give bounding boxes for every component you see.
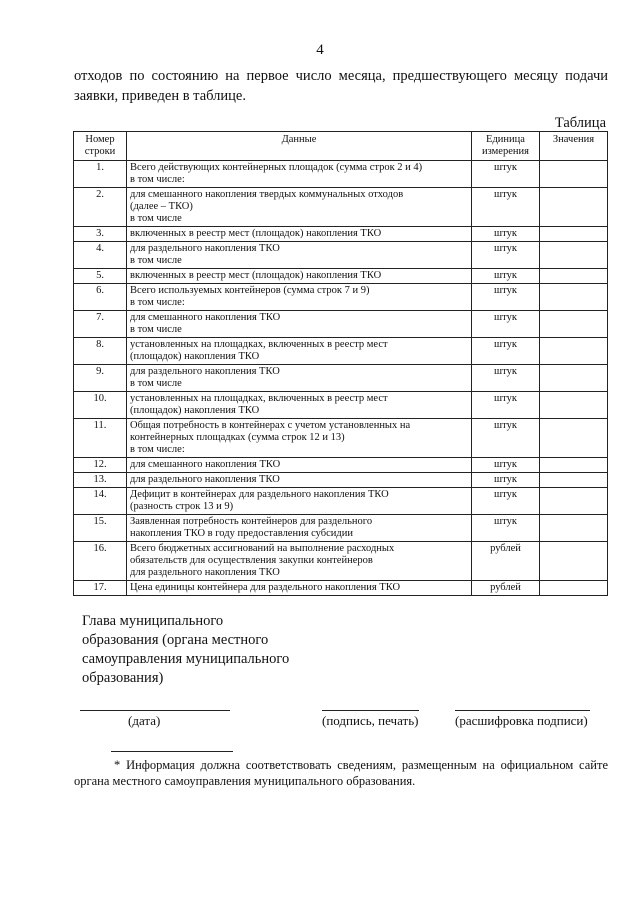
row-number: 7. <box>74 311 127 338</box>
row-number: 9. <box>74 365 127 392</box>
date-line <box>80 710 230 711</box>
row-number: 2. <box>74 188 127 227</box>
row-unit: штук <box>472 338 540 365</box>
row-description-line: для раздельного накопления ТКО <box>130 567 280 578</box>
row-description-line: для раздельного накопления ТКО <box>130 474 280 485</box>
row-value <box>540 227 608 242</box>
row-description <box>127 188 472 227</box>
row-value <box>540 161 608 188</box>
row-number: 15. <box>74 515 127 542</box>
date-caption: (дата) <box>128 713 161 728</box>
row-description-line: в том числе <box>130 255 182 266</box>
table-row <box>74 161 608 188</box>
row-description-line: для смешанного накопления ТКО <box>130 312 281 323</box>
row-number: 6. <box>74 284 127 311</box>
row-value <box>540 269 608 284</box>
row-description-line: в том числе <box>130 324 182 335</box>
row-number: 13. <box>74 473 127 488</box>
row-unit: штук <box>472 488 540 515</box>
page-number: 4 <box>316 42 324 58</box>
row-description-line: в том числе: <box>130 174 185 185</box>
row-number: 4. <box>74 242 127 269</box>
row-unit: штук <box>472 473 540 488</box>
table-row <box>74 188 608 227</box>
header-unit <box>472 132 540 161</box>
footnote: * Информация должна соответствовать сведениям, размещенным на официальном сайте органа местного самоуправления муниципального образования. <box>74 758 608 788</box>
row-description-line: для смешанного накопления твердых коммунальных отходов <box>130 189 404 200</box>
row-value <box>540 188 608 227</box>
row-description-line: (разность строк 13 и 9) <box>130 501 234 512</box>
row-description-line: (далее – ТКО) <box>130 201 193 212</box>
row-description-line: Цена единицы контейнера для раздельного накопления ТКО <box>130 582 401 593</box>
row-unit: штук <box>472 365 540 392</box>
row-unit: рублей <box>472 581 540 596</box>
signatory-title-line: образования (органа местного <box>82 632 269 648</box>
row-unit: штук <box>472 392 540 419</box>
row-description-line: Заявленная потребность контейнеров для раздельного <box>130 516 373 527</box>
header-data: Данные <box>127 132 472 161</box>
row-description <box>127 227 472 242</box>
row-value <box>540 488 608 515</box>
row-description <box>127 542 472 581</box>
table-row <box>74 269 608 284</box>
table-row <box>74 419 608 458</box>
row-description <box>127 458 472 473</box>
decode-caption: (расшифровка подписи) <box>455 713 588 728</box>
row-description-line: установленных на площадках, включенных в реестр мест <box>130 339 388 350</box>
row-description <box>127 338 472 365</box>
row-unit: рублей <box>472 542 540 581</box>
row-description-line: накопления ТКО в году предоставления субсидии <box>130 528 353 539</box>
row-description-line: контейнерных площадках (сумма строк 12 и 13) <box>130 432 345 443</box>
data-table <box>73 131 608 596</box>
signatory-title-line: самоуправления муниципального <box>82 651 290 667</box>
row-description <box>127 473 472 488</box>
row-value <box>540 365 608 392</box>
row-description-line: Дефицит в контейнерах для раздельного накопления ТКО <box>130 489 389 500</box>
row-unit: штук <box>472 284 540 311</box>
row-description-line: в том числе <box>130 213 182 224</box>
table-row <box>74 515 608 542</box>
header-values: Значения <box>540 132 608 161</box>
table-row <box>74 392 608 419</box>
header-unit-line1: Единица <box>486 134 525 145</box>
row-value <box>540 311 608 338</box>
signature-line <box>322 710 419 711</box>
row-value <box>540 581 608 596</box>
table-row <box>74 458 608 473</box>
table-header-row <box>74 132 608 161</box>
row-description <box>127 581 472 596</box>
row-value <box>540 473 608 488</box>
table-row <box>74 488 608 515</box>
signatory-title-line: образования) <box>82 670 164 686</box>
row-description-line: для раздельного накопления ТКО <box>130 366 280 377</box>
row-value <box>540 515 608 542</box>
signature-caption: (подпись, печать) <box>322 713 419 728</box>
row-value <box>540 338 608 365</box>
row-description <box>127 515 472 542</box>
table-row <box>74 473 608 488</box>
table-row <box>74 542 608 581</box>
row-description-line: установленных на площадках, включенных в реестр мест <box>130 393 388 404</box>
table-row <box>74 227 608 242</box>
header-num-line1: Номер <box>85 134 115 145</box>
row-value <box>540 392 608 419</box>
intro-text: отходов по состоянию на первое число месяца, предшествующего месяцу подачи заявки, приведен в таблице. <box>74 68 608 104</box>
row-unit: штук <box>472 242 540 269</box>
decode-line <box>455 710 590 711</box>
table-label: Таблица <box>554 115 606 131</box>
row-description-line: включенных в реестр мест (площадок) накопления ТКО <box>130 228 382 239</box>
row-number: 3. <box>74 227 127 242</box>
row-description <box>127 161 472 188</box>
header-row-number <box>74 132 127 161</box>
header-num-line2: строки <box>84 146 116 157</box>
row-value <box>540 542 608 581</box>
table-row <box>74 365 608 392</box>
row-description-line: (площадок) накопления ТКО <box>130 351 260 362</box>
row-description <box>127 488 472 515</box>
row-description <box>127 242 472 269</box>
row-description <box>127 392 472 419</box>
row-description-line: Всего используемых контейнеров (сумма строк 7 и 9) <box>130 285 370 296</box>
row-description-line: в том числе: <box>130 297 185 308</box>
table-row <box>74 311 608 338</box>
row-description-line: включенных в реестр мест (площадок) накопления ТКО <box>130 270 382 281</box>
signatory-title-line: Глава муниципального <box>82 613 224 629</box>
row-unit: штук <box>472 458 540 473</box>
row-unit: штук <box>472 269 540 284</box>
row-description-line: (площадок) накопления ТКО <box>130 405 260 416</box>
row-value <box>540 419 608 458</box>
row-unit: штук <box>472 515 540 542</box>
row-number: 12. <box>74 458 127 473</box>
row-description-line: для смешанного накопления ТКО <box>130 459 281 470</box>
row-number: 14. <box>74 488 127 515</box>
row-value <box>540 242 608 269</box>
row-description <box>127 419 472 458</box>
row-description <box>127 311 472 338</box>
row-number: 1. <box>74 161 127 188</box>
table-row <box>74 581 608 596</box>
row-number: 10. <box>74 392 127 419</box>
row-unit: штук <box>472 311 540 338</box>
table-body <box>74 161 608 596</box>
row-description-line: Общая потребность в контейнерах с учетом установленных на <box>130 420 411 431</box>
row-description-line: Всего бюджетных ассигнований на выполнение расходных <box>130 543 395 554</box>
row-number: 8. <box>74 338 127 365</box>
row-unit: штук <box>472 419 540 458</box>
row-number: 17. <box>74 581 127 596</box>
row-unit: штук <box>472 161 540 188</box>
row-unit: штук <box>472 227 540 242</box>
row-description-line: для раздельного накопления ТКО <box>130 243 280 254</box>
row-number: 16. <box>74 542 127 581</box>
header-unit-line2: измерения <box>482 146 529 157</box>
table-row <box>74 242 608 269</box>
row-number: 11. <box>74 419 127 458</box>
row-unit: штук <box>472 188 540 227</box>
row-description <box>127 365 472 392</box>
row-description <box>127 269 472 284</box>
table-row <box>74 284 608 311</box>
row-description-line: Всего действующих контейнерных площадок (сумма строк 2 и 4) <box>130 162 423 173</box>
row-number: 5. <box>74 269 127 284</box>
row-description-line: в том числе: <box>130 444 185 455</box>
signatory-title <box>82 612 342 688</box>
row-description <box>127 284 472 311</box>
row-value <box>540 458 608 473</box>
row-value <box>540 284 608 311</box>
footnote-separator <box>111 751 233 752</box>
table-row <box>74 338 608 365</box>
row-description-line: в том числе <box>130 378 182 389</box>
row-description-line: обязательств для осуществления закупки контейнеров <box>130 555 373 566</box>
